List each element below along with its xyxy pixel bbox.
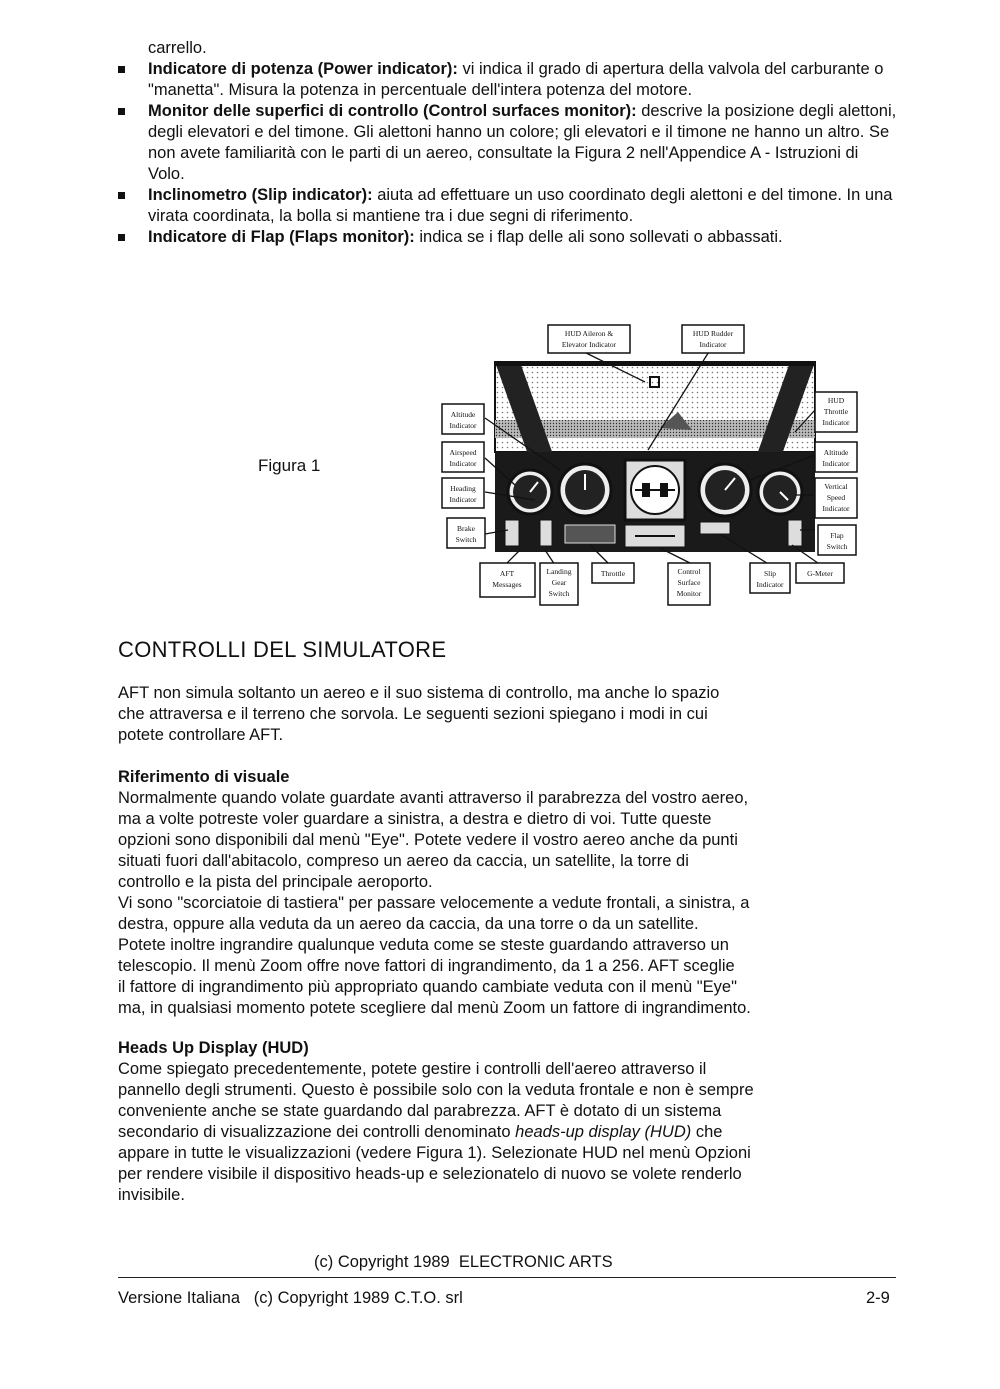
callout-airspeed: Airspeed: [449, 448, 477, 457]
figure-label: Figura 1: [258, 456, 321, 475]
footer-divider: [118, 1277, 896, 1278]
gauge-altitude-right: [699, 464, 751, 516]
bullet-text: indica se i flap delle ali sono sollevati o abbassati.: [419, 228, 783, 246]
callout-hud-throttle-2: Throttle: [823, 407, 849, 416]
callout-altitude-right: Altitude: [823, 448, 849, 457]
section-intro: [118, 683, 893, 746]
callout-control-surface-2: Surface: [677, 578, 701, 587]
bullet-icon: [118, 108, 125, 115]
callout-flap: Flap: [830, 531, 844, 540]
subsection-view: [118, 767, 893, 1019]
bullet-term: Inclinometro (Slip indicator):: [148, 186, 373, 204]
paragraph-line: Potete inoltre ingrandire qualunque veduta come se steste guardando attraverso un: [118, 936, 729, 954]
bullet-text: aiuta ad effettuare un uso coordinato degli alettoni e del timone. In una virata coordinata, la bolla si mantiene tra i due segni di riferimento.: [148, 186, 893, 225]
callout-landing-gear-3: Switch: [548, 589, 570, 598]
bullet-control-surfaces: [118, 101, 898, 185]
callout-control-surface-3: Monitor: [676, 589, 702, 598]
callout-altitude-right-2: Indicator: [822, 459, 850, 468]
bullet-slip-indicator: [118, 185, 898, 227]
bullet-text: vi indica il grado di apertura della valvola del carburante o "manetta". Misura la potenza in percentuale dell'intera potenza del motore.: [148, 60, 884, 99]
gear-switch: [540, 520, 552, 546]
gauge-airspeed: [508, 470, 552, 514]
callout-heading-2: Indicator: [449, 495, 477, 504]
callout-brake: Brake: [457, 524, 475, 533]
slip-indicator: [700, 522, 730, 534]
paragraph-line: Normalmente quando volate guardate avanti attraverso il parabrezza del vostro aereo,: [118, 789, 749, 807]
callout-landing-gear-2: Gear: [551, 578, 567, 587]
callout-control-surface: Control: [677, 567, 701, 576]
paragraph-line: il fattore di ingrandimento più appropriato quando cambiate veduta con il menù "Eye": [118, 978, 737, 996]
callout-hud-throttle: HUD: [827, 396, 845, 405]
paragraph-line: controllo e la pista del principale aeroporto.: [118, 873, 433, 891]
bullet-term: Monitor delle superfici di controllo (Control surfaces monitor):: [148, 102, 637, 120]
callout-hud-rudder: HUD Rudder: [692, 329, 734, 338]
callout-landing-gear: Landing: [546, 567, 572, 576]
paragraph-line: pannello degli strumenti. Questo è possibile solo con la veduta frontale e non è sempre: [118, 1081, 754, 1099]
subsection-hud: [118, 1038, 893, 1206]
text-span: che: [691, 1123, 723, 1141]
throttle-bar: [565, 525, 615, 543]
paragraph-line: destra, oppure alla veduta da un aereo da caccia, da una torre o da un satellite.: [118, 915, 699, 933]
paragraph-line: ma, in qualsiasi momento potete scegliere dal menù Zoom un fattore di ingrandimento.: [118, 999, 751, 1017]
callout-altitude-left-2: Indicator: [449, 421, 477, 430]
paragraph-line: telescopio. Il menù Zoom offre nove fattori di ingrandimento, da 1 a 256. AFT sceglie: [118, 957, 735, 975]
subsection-title: Riferimento di visuale: [118, 768, 290, 786]
callout-vertical-speed: Vertical: [824, 482, 848, 491]
callout-hud-aileron-2: Elevator Indicator: [561, 340, 617, 349]
callout-hud-rudder-2: Indicator: [699, 340, 727, 349]
callout-hud-aileron: HUD Aileron &: [564, 329, 614, 338]
callout-g-meter: G-Meter: [807, 569, 833, 578]
intro-line: AFT non simula soltanto un aereo e il suo sistema di controllo, ma anche lo spazio: [118, 684, 720, 702]
bullet-flaps-monitor: [118, 227, 898, 248]
intro-line: potete controllare AFT.: [118, 726, 284, 744]
callout-slip: Slip: [763, 569, 777, 578]
text-span: secondario di visualizzazione dei controlli denominato: [118, 1123, 516, 1141]
paragraph-line: situati fuori dall'abitacolo, compreso un aereo da caccia, un satellite, la torre di: [118, 852, 689, 870]
callout-slip-2: Indicator: [756, 580, 784, 589]
callout-vertical-speed-3: Indicator: [822, 504, 850, 513]
callout-hud-throttle-3: Indicator: [822, 418, 850, 427]
bullet-power-indicator: [118, 59, 898, 101]
gauge-attitude: [625, 460, 685, 520]
bullet-term: Indicatore di potenza (Power indicator):: [148, 60, 458, 78]
callout-aft-messages-2: Messages: [492, 580, 522, 589]
continued-line: carrello.: [148, 39, 207, 57]
page-number: 2-9: [866, 1289, 890, 1307]
subsection-title: Heads Up Display (HUD): [118, 1039, 309, 1057]
paragraph-line: ma a volte potreste voler guardare a sinistra, a destra e dietro di voi. Tutte queste: [118, 810, 712, 828]
gauge-vertical-speed: [758, 470, 802, 514]
copyright-line: (c) Copyright 1989 ELECTRONIC ARTS: [314, 1253, 613, 1271]
paragraph-line: Come spiegato precedentemente, potete gestire i controlli dell'aereo attraverso il: [118, 1060, 707, 1078]
footer-left: Versione Italiana (c) Copyright 1989 C.T.O. srl: [118, 1289, 463, 1307]
callout-altitude-left: Altitude: [450, 410, 476, 419]
brake-switch: [505, 520, 519, 546]
cockpit-figure: [420, 320, 870, 610]
callout-flap-2: Switch: [826, 542, 848, 551]
paragraph-line: Vi sono "scorciatoie di tastiera" per passare velocemente a vedute frontali, a sinistra, a: [118, 894, 750, 912]
italic-term: heads-up display (HUD): [515, 1123, 692, 1141]
bullet-icon: [118, 234, 125, 241]
flap-switch: [788, 520, 802, 546]
callout-airspeed-2: Indicator: [449, 459, 477, 468]
paragraph-line: per rendere visibile il dispositivo heads-up e selezionatelo di nuovo se volete renderlo: [118, 1165, 742, 1183]
callout-heading: Heading: [450, 484, 476, 493]
callout-vertical-speed-2: Speed: [826, 493, 846, 502]
bullet-icon: [118, 66, 125, 73]
section-title: CONTROLLI DEL SIMULATORE: [118, 637, 447, 662]
gauge-altitude-left: [559, 464, 611, 516]
paragraph-line: invisibile.: [118, 1186, 185, 1204]
intro-line: che attraversa e il terreno che sorvola. Le seguenti sezioni spiegano i modi in cui: [118, 705, 708, 723]
callout-brake-2: Switch: [455, 535, 477, 544]
bullet-icon: [118, 192, 125, 199]
bullet-list: [118, 38, 898, 248]
paragraph-line: opzioni sono disponibili dal menù "Eye". Potete vedere il vostro aereo anche da punti: [118, 831, 738, 849]
bullet-text: descrive la posizione degli alettoni, degli elevatori e del timone. Gli alettoni hanno un colore; gli elevatori e il timone ne hanno un altro. Se non avete familiarità con le parti di un aereo, consultate la Figura 2 nell'Appendice A - Istruzioni di Volo.: [148, 102, 897, 183]
paragraph-line: appare in tutte le visualizzazioni (vedere Figura 1). Selezionate HUD nel menù Opzioni: [118, 1144, 751, 1162]
paragraph-line: conveniente anche se state guardando dal parabrezza. AFT è dotato di un sistema: [118, 1102, 722, 1120]
bullet-term: Indicatore di Flap (Flaps monitor):: [148, 228, 415, 246]
paragraph-line: [118, 1122, 893, 1143]
callout-throttle: Throttle: [600, 569, 626, 578]
callout-aft-messages: AFT: [499, 569, 515, 578]
